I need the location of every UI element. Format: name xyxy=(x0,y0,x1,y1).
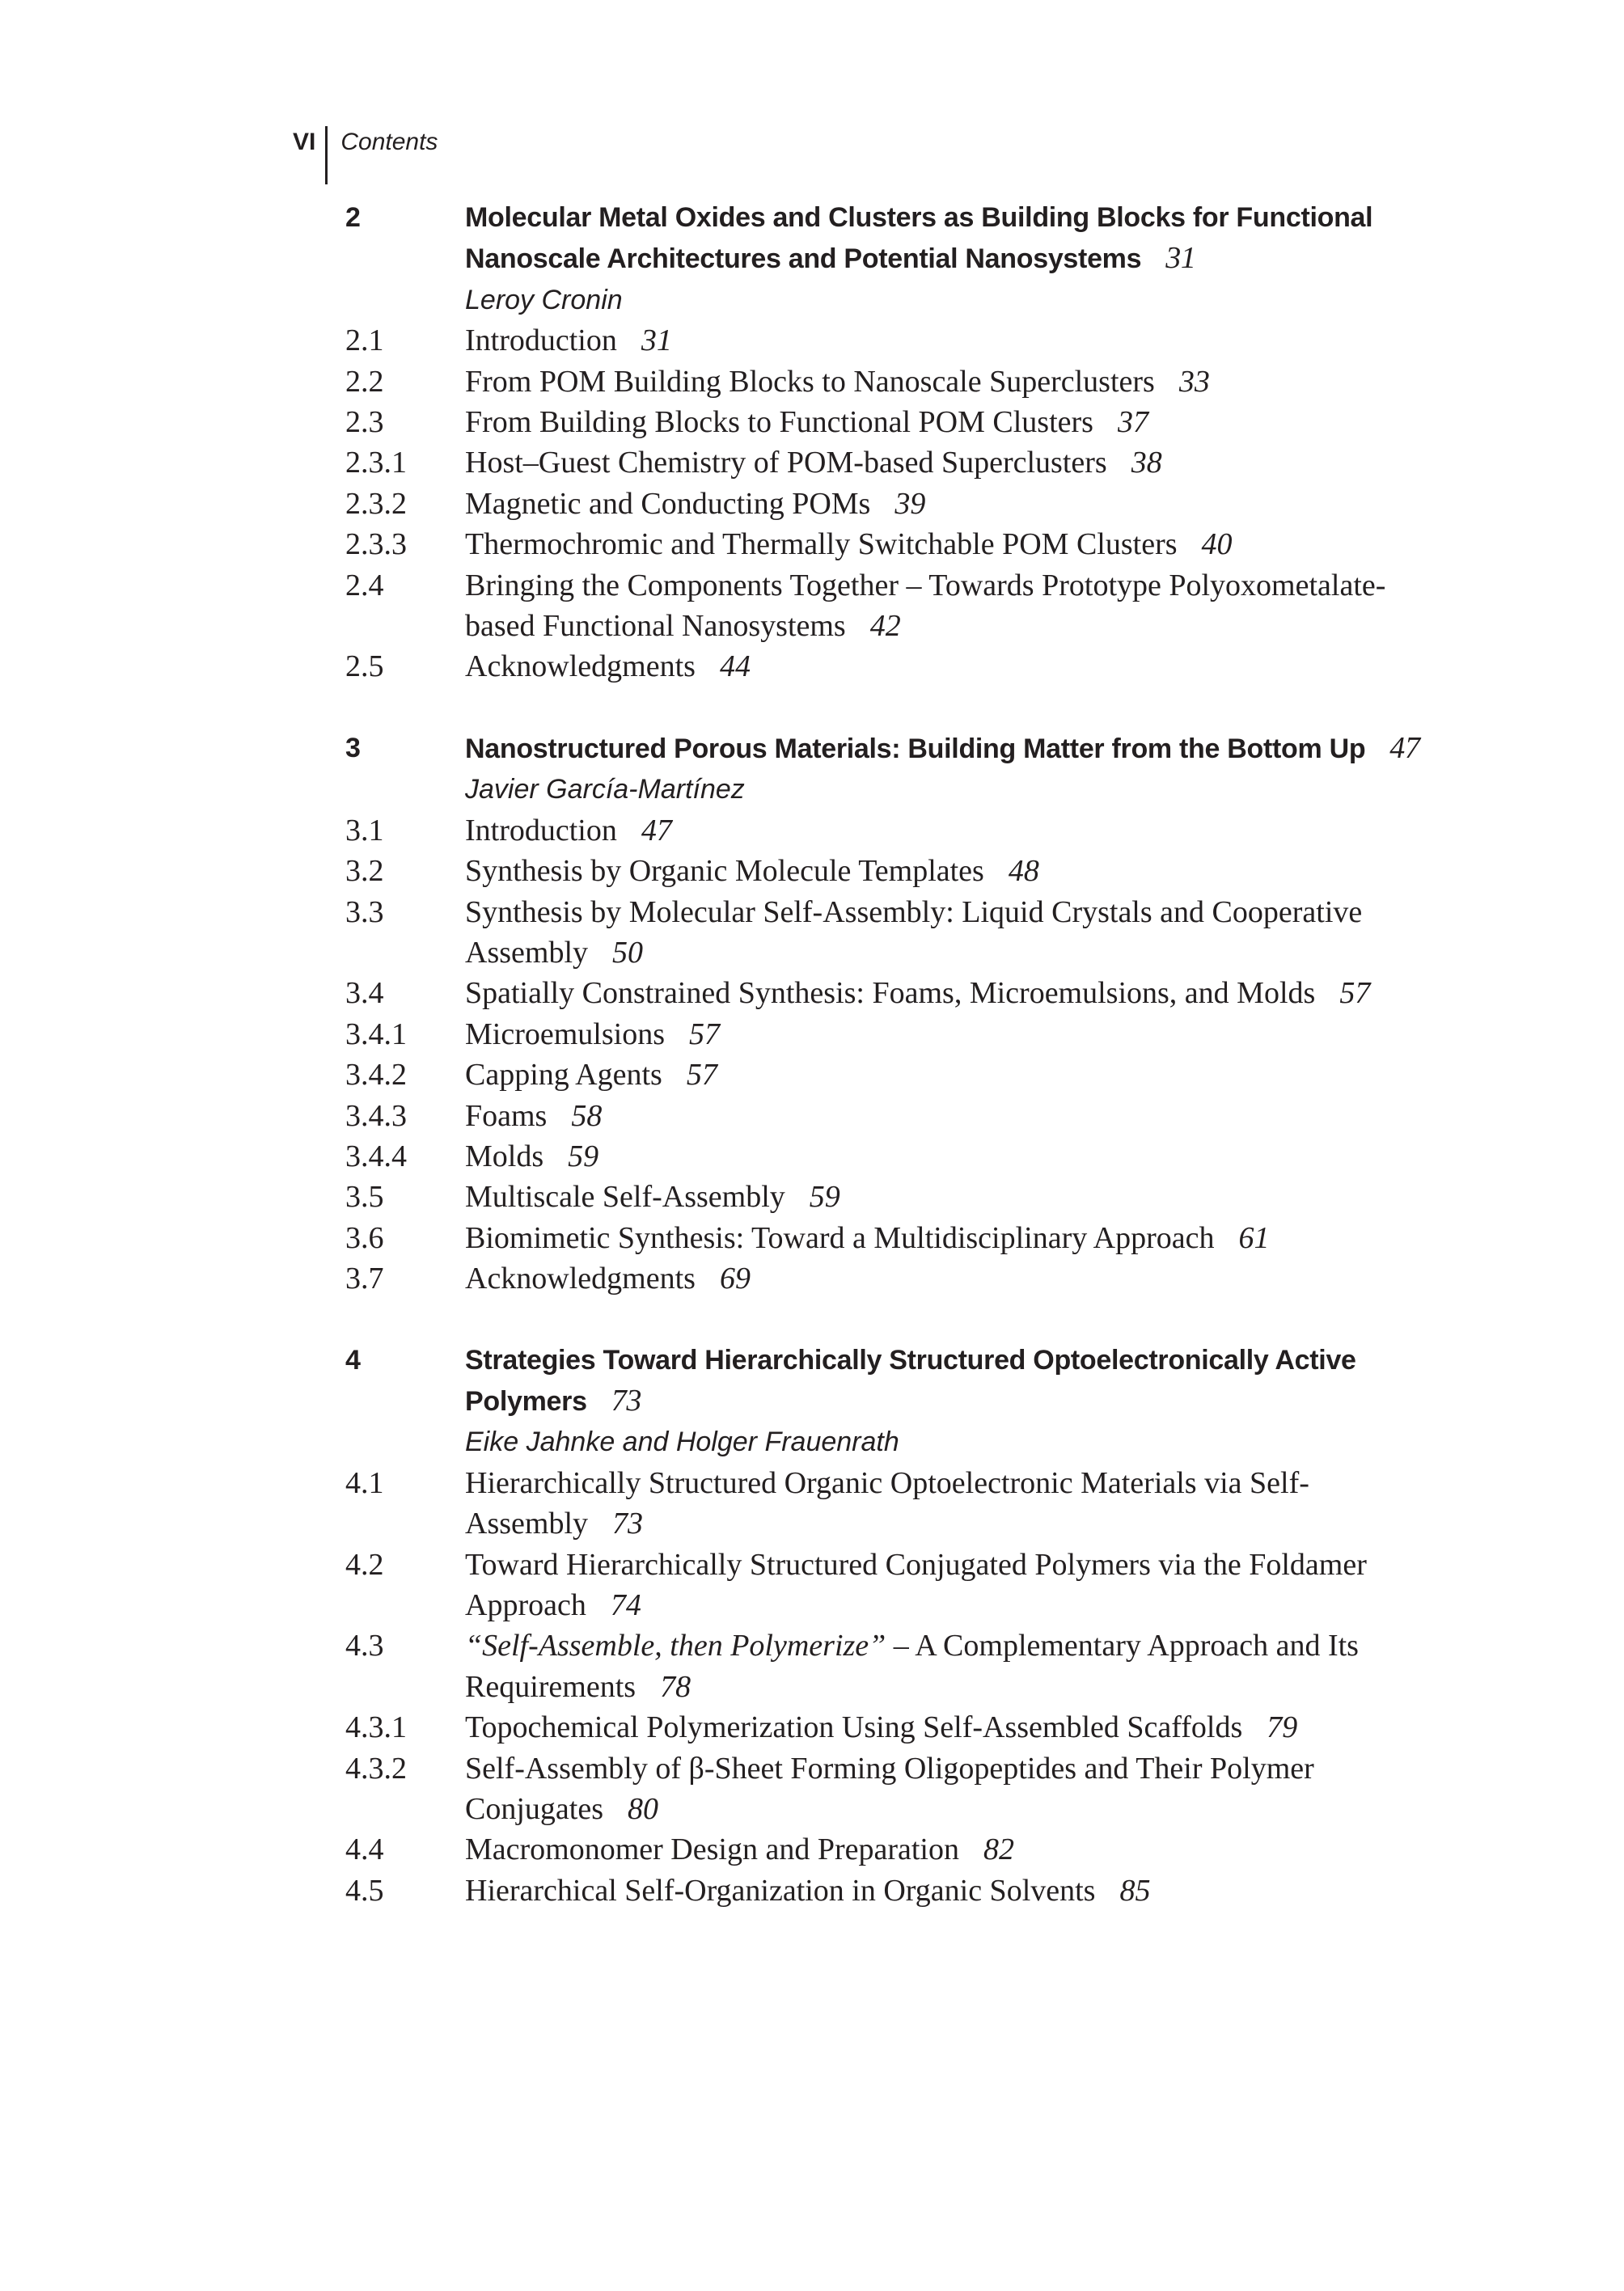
section-number: 2.5 xyxy=(345,649,384,684)
author-spacer xyxy=(345,1422,465,1462)
section-title: Biomimetic Synthesis: Toward a Multidisciplinary Approach xyxy=(465,1220,1215,1255)
section-title-line xyxy=(465,1177,1427,1217)
section-title: Hierarchical Self-Organization in Organic Solvents xyxy=(465,1873,1096,1908)
section-title-line xyxy=(465,1463,1427,1545)
running-head: Contents xyxy=(340,129,438,155)
toc-entry[interactable] xyxy=(0,484,1624,524)
chapter-title-line xyxy=(465,1340,1427,1422)
toc-entry[interactable] xyxy=(0,442,1624,483)
section-title: Magnetic and Conducting POMs xyxy=(465,486,871,521)
toc-entry[interactable] xyxy=(0,1463,1624,1545)
section-number: 2.4 xyxy=(345,568,384,602)
section-title: Host–Guest Chemistry of POM-based Superclusters xyxy=(465,446,1107,480)
toc-entry[interactable] xyxy=(0,810,1624,851)
section-title: Synthesis by Molecular Self-Assembly: Liquid Crystals and Cooperative Assembly xyxy=(465,894,1363,970)
toc-entry[interactable] xyxy=(0,1096,1624,1136)
section-number: 4.5 xyxy=(345,1873,384,1908)
section-title-line xyxy=(465,1707,1427,1748)
chapter-block xyxy=(0,197,1624,687)
section-title-line xyxy=(465,1055,1427,1095)
section-page: 73 xyxy=(612,1507,643,1541)
section-title: Acknowledgments xyxy=(465,1262,696,1296)
chapter-title: Strategies Toward Hierarchically Structured Optoelectronically Active Polymers xyxy=(465,1344,1356,1417)
table-of-contents xyxy=(0,197,1624,1951)
section-title-line xyxy=(465,1870,1427,1911)
toc-entry[interactable] xyxy=(0,1218,1624,1258)
section-title: Microemulsions xyxy=(465,1017,665,1051)
section-title: Molds xyxy=(465,1139,544,1173)
section-title-line xyxy=(465,646,1427,687)
chapter-title-line xyxy=(465,728,1427,769)
section-page: 58 xyxy=(571,1098,603,1133)
section-title-line xyxy=(465,1829,1427,1870)
section-title: Toward Hierarchically Structured Conjugated Polymers via the Foldamer Approach xyxy=(465,1547,1367,1622)
toc-entry[interactable] xyxy=(0,1014,1624,1055)
section-title-line xyxy=(465,1545,1427,1626)
toc-entry[interactable] xyxy=(0,646,1624,687)
section-title: Foams xyxy=(465,1098,548,1133)
section-title: Macromonomer Design and Preparation xyxy=(465,1832,959,1867)
chapter-title: Nanostructured Porous Materials: Building Matter from the Bottom Up xyxy=(465,733,1366,764)
chapter-block xyxy=(0,728,1624,1300)
section-page: 39 xyxy=(894,486,926,521)
toc-entry[interactable] xyxy=(0,1870,1624,1911)
toc-entry[interactable] xyxy=(0,973,1624,1013)
section-title: Introduction xyxy=(465,813,617,848)
chapter-heading[interactable] xyxy=(0,1340,1624,1422)
section-number: 2.3 xyxy=(345,405,384,440)
section-page: 78 xyxy=(660,1669,691,1704)
section-page: 59 xyxy=(568,1139,599,1173)
chapter-author: Javier García-Martínez xyxy=(465,774,745,805)
section-page: 82 xyxy=(983,1832,1014,1867)
section-title-line xyxy=(465,1258,1427,1299)
section-number: 3.4.2 xyxy=(345,1058,407,1093)
toc-entry[interactable] xyxy=(0,1748,1624,1830)
toc-entry[interactable] xyxy=(0,851,1624,891)
section-number: 3.4 xyxy=(345,976,384,1011)
section-title: Acknowledgments xyxy=(465,649,696,684)
section-title: Topochemical Polymerization Using Self-Assembled Scaffolds xyxy=(465,1710,1243,1745)
toc-entry[interactable] xyxy=(0,1625,1624,1707)
section-page: 79 xyxy=(1267,1710,1298,1745)
section-title-line xyxy=(465,565,1427,647)
section-page: 42 xyxy=(869,609,901,644)
section-title-line xyxy=(465,851,1427,891)
section-number: 3.4.1 xyxy=(345,1017,407,1051)
section-title: – A Complementary Approach and Its Requirements xyxy=(465,1629,1359,1704)
section-title-line xyxy=(465,1748,1427,1830)
section-title-line xyxy=(465,1625,1427,1707)
chapter-author-row xyxy=(0,280,1624,320)
chapter-page: 31 xyxy=(1165,241,1196,276)
section-title: Introduction xyxy=(465,323,617,358)
section-title-line xyxy=(465,320,1427,361)
toc-entry[interactable] xyxy=(0,1545,1624,1626)
section-number: 4.2 xyxy=(345,1547,384,1582)
chapter-number: 3 xyxy=(345,732,361,763)
chapter-author: Eike Jahnke and Holger Frauenrath xyxy=(465,1427,899,1458)
section-title: Capping Agents xyxy=(465,1058,662,1093)
section-page: 61 xyxy=(1238,1220,1270,1255)
section-page: 38 xyxy=(1131,446,1162,480)
section-number: 4.1 xyxy=(345,1465,384,1500)
chapter-author-row xyxy=(0,769,1624,809)
section-number: 2.3.1 xyxy=(345,446,407,480)
section-number: 2.3.2 xyxy=(345,486,407,521)
chapter-title: Molecular Metal Oxides and Clusters as Building Blocks for Functional Nanoscale Architectures and Potential Nanosystems xyxy=(465,202,1373,275)
section-page: 80 xyxy=(627,1792,658,1827)
section-title-line xyxy=(465,484,1427,524)
toc-entry[interactable] xyxy=(0,565,1624,647)
section-page: 47 xyxy=(641,813,672,848)
section-title-line xyxy=(465,810,1427,851)
section-number: 4.3 xyxy=(345,1629,384,1663)
toc-entry[interactable] xyxy=(0,402,1624,442)
section-title: Multiscale Self-Assembly xyxy=(465,1180,785,1215)
section-number: 4.4 xyxy=(345,1832,384,1867)
section-title: From Building Blocks to Functional POM Clusters xyxy=(465,405,1093,440)
toc-entry[interactable] xyxy=(0,1136,1624,1177)
chapter-heading[interactable] xyxy=(0,728,1624,769)
chapter-number: 2 xyxy=(345,202,361,233)
section-page: 31 xyxy=(641,323,672,358)
toc-entry[interactable] xyxy=(0,320,1624,361)
section-number: 4.3.2 xyxy=(345,1751,407,1786)
section-title-line xyxy=(465,1136,1427,1177)
section-page: 85 xyxy=(1119,1873,1151,1908)
section-page: 37 xyxy=(1117,405,1148,440)
section-page: 33 xyxy=(1178,364,1210,399)
section-page: 57 xyxy=(688,1017,720,1051)
chapter-block xyxy=(0,1340,1624,1912)
section-page: 59 xyxy=(809,1180,840,1215)
section-number: 3.4.3 xyxy=(345,1098,407,1133)
section-title-line xyxy=(465,442,1427,483)
section-title: Bringing the Components Together – Towards Prototype Polyoxometalate-based Functional Nanosystems xyxy=(465,568,1386,644)
section-title: Spatially Constrained Synthesis: Foams, Microemulsions, and Molds xyxy=(465,976,1316,1011)
section-page: 57 xyxy=(1339,976,1371,1011)
section-number: 3.7 xyxy=(345,1262,384,1296)
section-title: Synthesis by Organic Molecule Templates xyxy=(465,854,984,889)
toc-entry[interactable] xyxy=(0,1177,1624,1217)
section-page: 50 xyxy=(612,935,643,970)
section-title: Hierarchically Structured Organic Optoelectronic Materials via Self-Assembly xyxy=(465,1465,1309,1541)
toc-entry[interactable] xyxy=(0,361,1624,402)
chapter-page: 47 xyxy=(1389,730,1420,765)
section-page: 74 xyxy=(610,1588,641,1622)
section-title: From POM Building Blocks to Nanoscale Superclusters xyxy=(465,364,1155,399)
section-page: 40 xyxy=(1201,527,1233,562)
section-number: 3.1 xyxy=(345,813,384,848)
section-title-italic: “Self-Assemble, then Polymerize” xyxy=(465,1629,886,1663)
section-title-line xyxy=(465,524,1427,564)
section-title: Self-Assembly of β-Sheet Forming Oligopeptides and Their Polymer Conjugates xyxy=(465,1751,1314,1827)
section-title-line xyxy=(465,973,1427,1013)
section-title-line xyxy=(465,402,1427,442)
toc-entry[interactable] xyxy=(0,524,1624,564)
section-number: 3.6 xyxy=(345,1220,384,1255)
section-page: 44 xyxy=(719,649,751,684)
section-title-line xyxy=(465,1096,1427,1136)
section-number: 2.2 xyxy=(345,364,384,399)
section-number: 2.1 xyxy=(345,323,384,358)
section-number: 4.3.1 xyxy=(345,1710,407,1745)
chapter-number: 4 xyxy=(345,1344,361,1376)
section-title-line xyxy=(465,1014,1427,1055)
toc-entry[interactable] xyxy=(0,1055,1624,1095)
toc-entry[interactable] xyxy=(0,892,1624,974)
chapter-title-line xyxy=(465,197,1427,280)
section-number: 2.3.3 xyxy=(345,527,407,562)
section-title-line xyxy=(465,361,1427,402)
toc-entry[interactable] xyxy=(0,1707,1624,1748)
section-title-line xyxy=(465,892,1427,974)
chapter-author: Leroy Cronin xyxy=(465,284,623,315)
section-number: 3.4.4 xyxy=(345,1139,407,1173)
section-number: 3.3 xyxy=(345,894,384,929)
section-number: 3.2 xyxy=(345,854,384,889)
section-page: 57 xyxy=(686,1058,717,1093)
chapter-heading[interactable] xyxy=(0,197,1624,280)
section-page: 69 xyxy=(719,1262,751,1296)
chapter-author-row xyxy=(0,1422,1624,1462)
section-title: Thermochromic and Thermally Switchable POM Clusters xyxy=(465,527,1178,562)
section-page: 48 xyxy=(1008,854,1039,889)
running-header xyxy=(293,126,438,184)
section-title-line xyxy=(465,1218,1427,1258)
toc-entry[interactable] xyxy=(0,1829,1624,1870)
chapter-page: 73 xyxy=(611,1383,642,1418)
toc-entry[interactable] xyxy=(0,1258,1624,1299)
page-number: VI xyxy=(293,129,316,155)
author-spacer xyxy=(345,280,465,320)
author-spacer xyxy=(345,769,465,809)
section-number: 3.5 xyxy=(345,1180,384,1215)
